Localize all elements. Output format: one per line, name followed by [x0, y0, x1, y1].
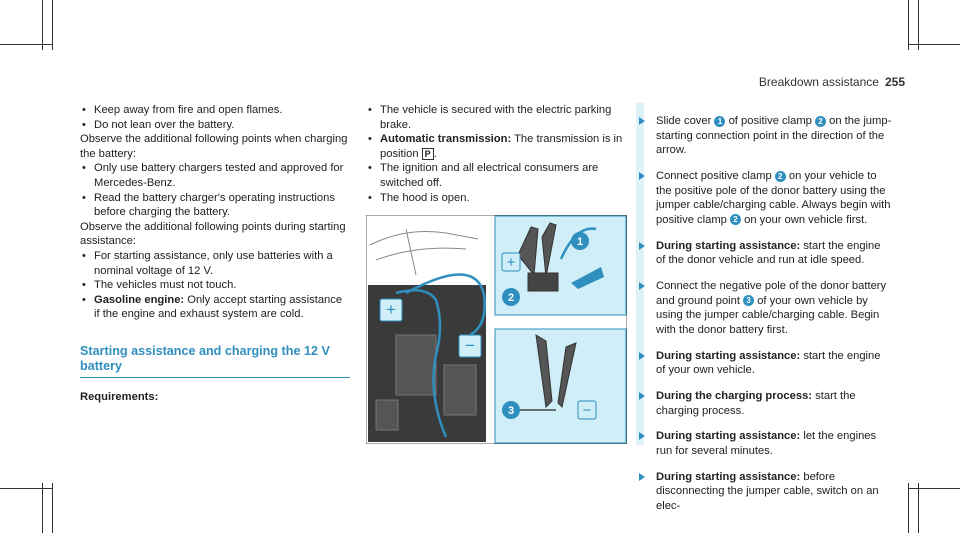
crop-mark	[52, 483, 53, 533]
crop-mark	[0, 44, 52, 45]
list-item: • The vehicles must not touch.	[82, 279, 237, 292]
step-arrow-icon	[639, 432, 645, 440]
list-item: • Keep away from fire and open flames.	[82, 104, 283, 116]
list-item: • Read the battery charger's operating instructions before charging the battery.	[82, 191, 335, 219]
section-rule	[80, 377, 350, 378]
step-item: Connect positive clamp 2 on your vehicle to the positive pole of the donor battery using the jumper cable/charging cable. Always begin with positive clamp 2 on your own vehicle first.	[636, 169, 892, 227]
crop-mark	[42, 483, 43, 533]
crop-mark	[908, 44, 960, 45]
list-item: • For starting assistance, only use batteries with a nominal voltage of 12 V.	[82, 249, 333, 277]
requirements-label: Requirements:	[80, 390, 159, 403]
park-symbol: P	[422, 148, 434, 160]
step-arrow-icon	[639, 172, 645, 180]
list-item: • Automatic transmission: The transmission is in position P .	[368, 133, 623, 160]
step-item: During starting assistance: start the engine of the donor vehicle and run at idle speed.	[636, 239, 892, 268]
step-arrow-icon	[639, 117, 645, 125]
step-item: During the charging process: start the charging process.	[636, 389, 892, 418]
crop-mark	[908, 483, 909, 533]
label-1: 1	[576, 236, 584, 248]
jump-start-illustration	[366, 215, 627, 444]
column-right	[636, 103, 892, 520]
crop-mark	[918, 0, 919, 50]
step-arrow-icon	[639, 473, 645, 481]
list-item: • The hood is open.	[368, 191, 470, 204]
list-item: • The vehicle is secured with the electric parking brake.	[368, 104, 612, 131]
crop-mark	[52, 0, 53, 50]
step-item: During starting assistance: let the engines run for several minutes.	[636, 429, 892, 458]
list-item: • The ignition and all electrical consumers are switched off.	[368, 162, 599, 189]
step-arrow-icon	[639, 352, 645, 360]
column-left	[80, 103, 350, 405]
crop-mark	[908, 0, 909, 50]
plus-sign: +	[386, 300, 396, 319]
page-header	[759, 75, 905, 89]
paragraph: Observe the additional following points during starting assistance:	[80, 220, 346, 248]
list-item: • Do not lean over the battery.	[82, 118, 235, 131]
label-2: 2	[507, 292, 515, 304]
step-arrow-icon	[639, 242, 645, 250]
svg-text:+: +	[506, 254, 516, 271]
list-item: • Gasoline engine: Only accept starting assistance if the engine and exhaust system are cold.	[82, 293, 343, 321]
step-item: Slide cover 1 of positive clamp 2 on the jump-starting connection point in the direction of the arrow.	[636, 114, 892, 158]
crop-mark	[908, 488, 960, 489]
svg-text:−: −	[582, 402, 592, 419]
section-title: Starting assistance and charging the 12 V battery	[80, 343, 330, 373]
list-item: • Only use battery chargers tested and approved for Mercedes-Benz.	[82, 162, 344, 189]
step-item: During starting assistance: start the engine of your own vehicle.	[636, 349, 892, 378]
paragraph: Observe the additional following points when charging the battery:	[80, 133, 348, 160]
step-arrow-icon	[639, 282, 645, 290]
column-middle	[366, 103, 628, 205]
step-item: Connect the negative pole of the donor battery and ground point 3 of your own vehicle by using the jumper cable/charging cable. Begin with the donor battery first.	[636, 279, 892, 337]
minus-sign: −	[465, 336, 475, 355]
crop-mark	[0, 488, 52, 489]
step-arrow-icon	[639, 392, 645, 400]
label-3: 3	[507, 405, 515, 417]
crop-mark	[918, 483, 919, 533]
crop-mark	[42, 0, 43, 50]
page-number: 255	[884, 75, 905, 89]
section-name: Breakdown assistance	[758, 75, 879, 89]
step-item: During starting assistance: before disconnecting the jumper cable, switch on an elec-	[636, 470, 892, 514]
